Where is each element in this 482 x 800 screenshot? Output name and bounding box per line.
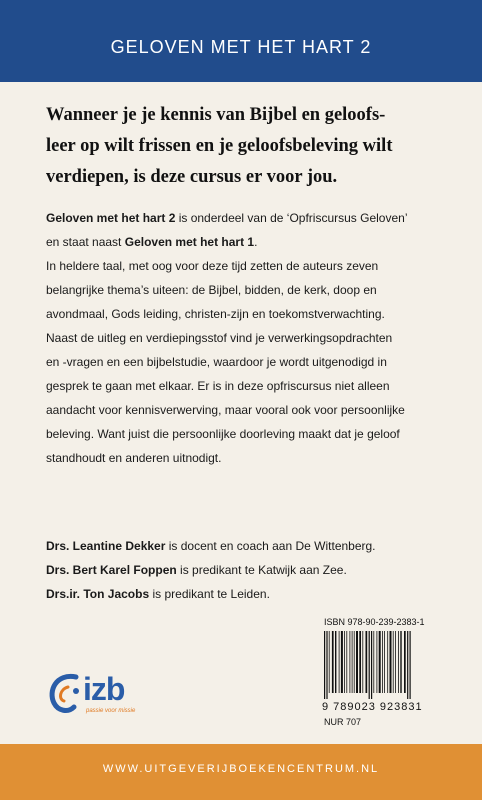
body-line: aandacht voor kennisverwerving, maar vooral ook voor persoonlijke [46,403,405,417]
author-entry: Drs.ir. Ton Jacobs is predikant te Leiden. [46,587,270,601]
intro-line-2: en staat naast Geloven met het hart 1. [46,235,258,249]
barcode-bar [387,631,388,693]
logo-text: izb [83,671,125,707]
barcode-digits: 9 789023 923831 [322,701,423,713]
header-band [0,0,482,82]
barcode-bar [407,631,408,699]
barcode-bar [393,631,394,693]
izb-swirl-icon [46,669,86,719]
intro-line-1: Geloven met het hart 2 is onderdeel van de ‘Opfriscursus Geloven’ [46,211,408,225]
nur-code: NUR 707 [324,717,362,727]
barcode-bar [359,631,361,693]
author-entry: Drs. Bert Karel Foppen is predikant te Katwijk aan Zee. [46,563,347,577]
description-body [46,206,458,470]
author-list [46,534,458,606]
barcode-bar [382,631,383,693]
barcode-bar [341,631,343,693]
barcode-bar [352,631,353,693]
barcode-bar [332,631,334,693]
body-line: Naast de uitleg en verdiepingsstof vind je verwerkingsopdrachten [46,331,393,345]
barcode-bar [410,631,411,699]
barcode-bar [398,631,399,693]
book-title-2: Geloven met het hart 2 [46,211,176,225]
isbn-barcode [322,617,472,741]
book-title-1: Geloven met het hart 1 [124,235,255,249]
footer-band [0,744,482,800]
lead-line: Wanneer je je kennis van Bijbel en geloofs- [46,105,386,125]
barcode-bar [390,631,392,693]
barcode-bar [384,631,385,693]
lead-line: verdiepen, is deze cursus er voor jou. [46,167,338,187]
publisher-logo [46,669,176,725]
barcode-bar [366,631,368,693]
isbn-number: ISBN 978-90-239-2383-1 [324,617,425,627]
barcode-bar [326,631,327,699]
body-line: en -vragen en een bijbelstudie, waardoor je wordt uitgenodigd in [46,355,387,369]
barcode-bar [350,631,351,693]
barcode-bar [339,631,340,693]
barcode-bar [377,631,378,693]
body-line: gesprek te gaan met elkaar. Er is in deze opfriscursus niet alleen [46,379,390,393]
barcode-bar [395,631,396,693]
barcode-bar [404,631,406,693]
body-line: avondmaal, Gods leiding, christen-zijn en toekomstverwachting. [46,307,385,321]
barcode-bar [346,631,347,693]
barcode-bar [371,631,372,699]
body-line: standhoudt en anderen uitnodigt. [46,451,222,465]
barcode-bar [369,631,370,699]
barcode-bar [324,631,325,699]
barcode-bar [354,631,355,693]
body-line: In heldere taal, met oog voor deze tijd zetten de auteurs zeven [46,259,379,273]
barcode-bar [400,631,401,693]
barcode-bar [379,631,381,693]
barcode-bar [356,631,358,693]
body-line: beleving. Want juist die persoonlijke doorleving maakt dat je geloof [46,427,400,441]
logo-tagline: passie voor missie [86,708,136,714]
barcode-bars [322,631,468,699]
barcode-bar [329,631,330,693]
lead-paragraph [46,100,454,193]
barcode-bar [344,631,345,693]
barcode-bar [373,631,374,693]
author-entry: Drs. Leantine Dekker is docent en coach aan De Wittenberg. [46,539,376,553]
series-title: GELOVEN MET HET HART 2 [110,37,372,57]
barcode-bar [335,631,336,693]
publisher-url: WWW.UITGEVERIJBOEKENCENTRUM.NL [102,763,380,775]
lead-line: leer op wilt frissen en je geloofsbeleving wilt [46,136,393,156]
barcode-bar [362,631,363,693]
body-line: belangrijke thema’s uiteen: de Bijbel, bidden, de kerk, doop en [46,283,377,297]
